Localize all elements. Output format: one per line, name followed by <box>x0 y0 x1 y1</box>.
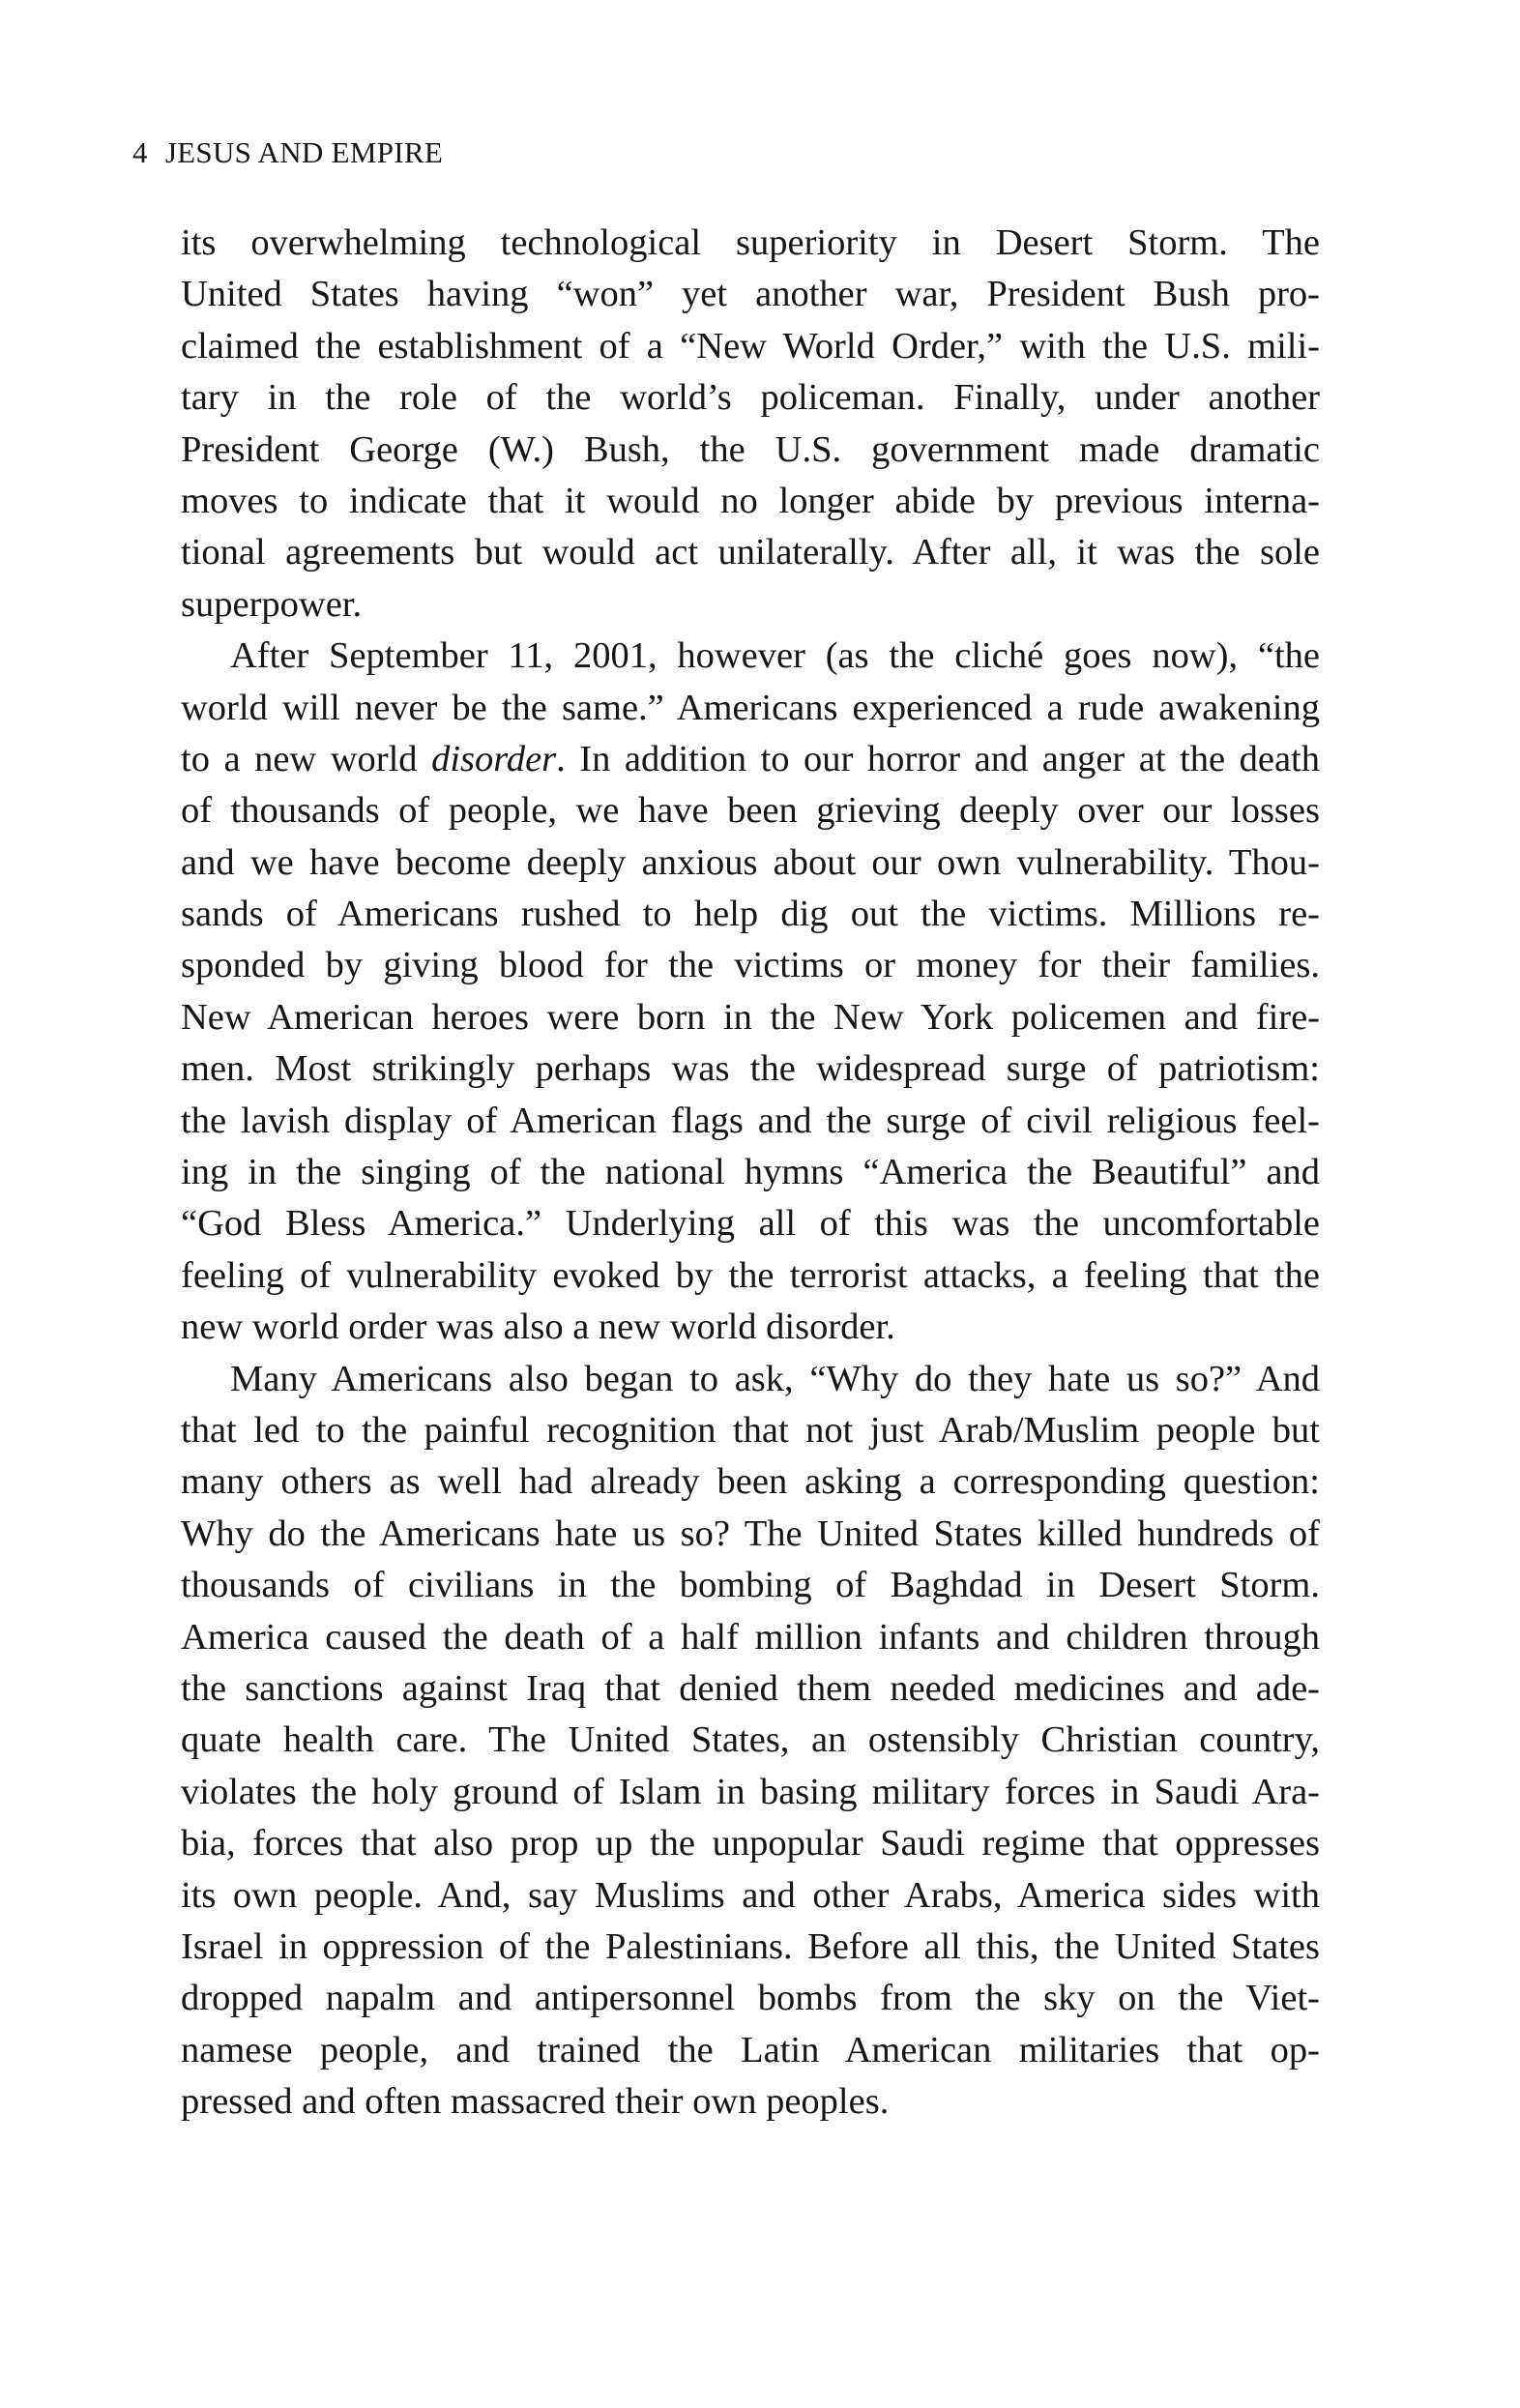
text-line: tional agreements but would act unilaterally. After all, it was the sole <box>181 532 1320 573</box>
text-line: quate health care. The United States, an ostensibly Christian country, <box>181 1719 1320 1761</box>
text-line: the sanctions against Iraq that denied them needed medicines and ade- <box>181 1667 1320 1709</box>
body-text <box>181 218 1320 2128</box>
text-line: namese people, and trained the Latin American militaries that op- <box>181 2029 1320 2070</box>
text-line: dropped napalm and antipersonnel bombs from the sky on the Viet- <box>181 1978 1320 2019</box>
text-line: Israel in oppression of the Palestinians. Before all this, the United States <box>181 1925 1320 1967</box>
text-line: superpower. <box>181 583 363 625</box>
text-line: “God Bless America.” Underlying all of this was the uncomfortable <box>181 1203 1320 1245</box>
paragraph <box>181 631 1320 1353</box>
text-line: tary in the role of the world’s policeman. Finally, under another <box>181 377 1320 419</box>
running-head <box>132 133 443 172</box>
text-line: sands of Americans rushed to help dig out the victims. Millions re- <box>181 894 1320 935</box>
text-line: men. Most strikingly perhaps was the widespread surge of patriotism: <box>181 1048 1320 1090</box>
text-line: pressed and often massacred their own peoples. <box>181 2081 890 2123</box>
text-line: thousands of civilians in the bombing of Baghdad in Desert Storm. <box>181 1565 1320 1606</box>
text-line: and we have become deeply anxious about our own vulnerability. Thou- <box>181 841 1320 883</box>
text-line: violates the holy ground of Islam in basing military forces in Saudi Ara- <box>181 1771 1320 1812</box>
paragraph <box>181 218 1320 631</box>
text-line: After September 11, 2001, however (as the cliché goes now), “the <box>230 635 1320 677</box>
text-line: United States having “won” yet another war, President Bush pro- <box>181 274 1320 315</box>
text-line: that led to the painful recognition that not just Arab/Muslim people but <box>181 1409 1320 1451</box>
text-line: many others as well had already been asking a corresponding question: <box>181 1461 1320 1503</box>
text-line: New American heroes were born in the New York policemen and fire- <box>181 996 1320 1038</box>
text-line: sponded by giving blood for the victims or money for their families. <box>181 945 1320 986</box>
page-number: 4 <box>132 135 148 169</box>
text-line: Why do the Americans hate us so? The United States killed hundreds of <box>181 1512 1320 1554</box>
text-line: America caused the death of a half million infants and children through <box>181 1616 1320 1658</box>
text-line: its own people. And, say Muslims and other Arabs, America sides with <box>181 1874 1320 1916</box>
paragraph <box>181 1354 1320 2129</box>
text-line: moves to indicate that it would no longer abide by previous interna- <box>181 480 1320 521</box>
text-line: President George (W.) Bush, the U.S. government made dramatic <box>181 428 1320 470</box>
emphasized-word: disorder <box>431 738 557 779</box>
text-line: the lavish display of American flags and the surge of civil religious feel- <box>181 1100 1320 1141</box>
text-line <box>181 734 1320 785</box>
text-line: ing in the singing of the national hymns “America the Beautiful” and <box>181 1152 1320 1193</box>
text-line: Many Americans also began to ask, “Why do they hate us so?” And <box>230 1358 1320 1399</box>
text-line: of thousands of people, we have been grieving deeply over our losses <box>181 790 1320 832</box>
text-segment: . In addition to our horror and anger at the death <box>556 738 1320 779</box>
text-line: feeling of vulnerability evoked by the terrorist attacks, a feeling that the <box>181 1254 1320 1296</box>
text-line: its overwhelming technological superiority in Desert Storm. The <box>181 222 1320 263</box>
text-line: bia, forces that also prop up the unpopular Saudi regime that oppresses <box>181 1823 1320 1865</box>
text-line: claimed the establishment of a “New World Order,” with the U.S. mili- <box>181 325 1320 367</box>
text-segment: to a new world <box>181 738 432 779</box>
text-line: world will never be the same.” Americans experienced a rude awakening <box>181 687 1320 728</box>
running-title: JESUS AND EMPIRE <box>164 135 444 169</box>
text-line: new world order was also a new world disorder. <box>181 1307 895 1348</box>
